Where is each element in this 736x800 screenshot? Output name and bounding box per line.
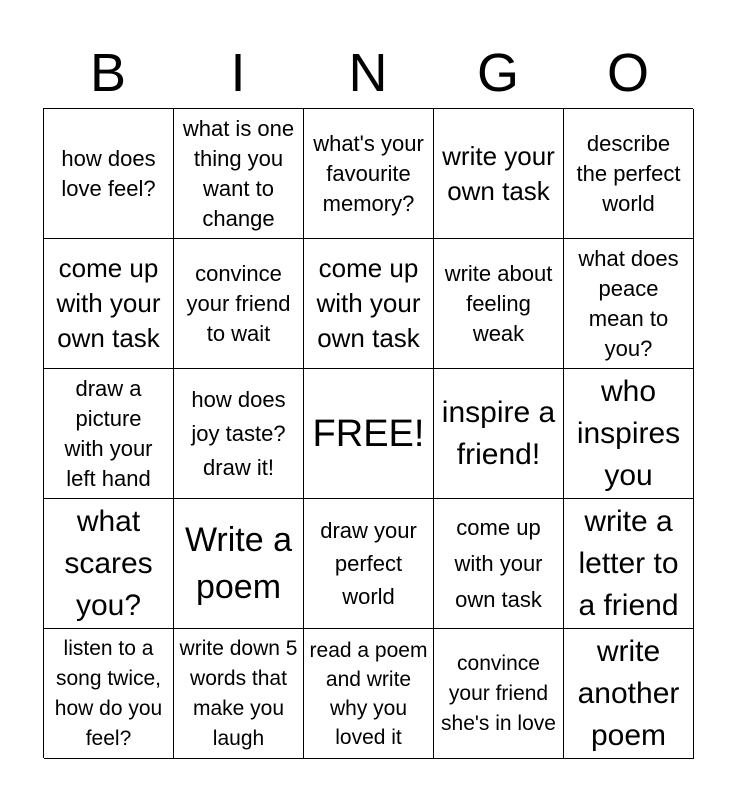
cell-text: draw a picture with your left hand	[64, 375, 153, 491]
cell-text: what is one thing you want to change	[182, 115, 295, 231]
free-space-label: FREE!	[312, 412, 425, 455]
bingo-cell[interactable]	[564, 109, 694, 239]
bingo-cell[interactable]	[434, 109, 564, 239]
cell-text: listen to a song twice, how do you feel?	[54, 636, 163, 750]
free-space[interactable]	[304, 369, 434, 499]
cell-text: write another poem	[577, 634, 680, 752]
bingo-cell[interactable]	[434, 239, 564, 369]
bingo-cell[interactable]	[174, 629, 304, 759]
bingo-cell[interactable]	[564, 239, 694, 369]
cell-text: how does joy taste? draw it!	[191, 386, 286, 480]
bingo-cell[interactable]	[434, 629, 564, 759]
bingo-header	[43, 40, 693, 106]
cell-text: come up with your own task	[316, 253, 421, 353]
bingo-cell[interactable]	[304, 499, 434, 629]
cell-text: write down 5 words that make you laugh	[179, 636, 298, 750]
bingo-cell[interactable]	[434, 369, 564, 499]
bingo-cell[interactable]	[304, 239, 434, 369]
bingo-cell[interactable]	[44, 239, 174, 369]
bingo-cell[interactable]	[564, 499, 694, 629]
bingo-cell[interactable]	[44, 369, 174, 499]
bingo-cell[interactable]	[564, 629, 694, 759]
bingo-cell[interactable]	[564, 369, 694, 499]
cell-text: what scares you?	[64, 504, 153, 622]
bingo-board	[43, 108, 693, 758]
header-letter-o: O	[606, 43, 649, 103]
cell-text: describe the perfect world	[576, 130, 681, 216]
cell-text: who inspires you	[576, 374, 681, 492]
bingo-cell[interactable]	[174, 499, 304, 629]
header-letter-g: G	[476, 43, 519, 103]
cell-text: convince your friend to wait	[186, 260, 291, 346]
cell-text: write about feeling weak	[444, 260, 553, 346]
cell-text: write your own task	[442, 140, 555, 206]
cell-text: convince your friend she's in love	[441, 651, 556, 735]
cell-text: read a poem and write why you loved it	[309, 638, 428, 749]
bingo-cell[interactable]	[174, 369, 304, 499]
bingo-cell[interactable]	[174, 239, 304, 369]
header-letter-i: I	[230, 43, 246, 103]
cell-text: Write a poem	[184, 520, 293, 606]
bingo-cell[interactable]	[44, 629, 174, 759]
cell-text: what's your favourite memory?	[313, 130, 424, 216]
bingo-cell[interactable]	[44, 109, 174, 239]
bingo-cell[interactable]	[304, 109, 434, 239]
bingo-cell[interactable]	[174, 109, 304, 239]
cell-text: how does love feel?	[61, 145, 156, 201]
cell-text: what does peace mean to you?	[578, 245, 679, 361]
header-letter-n: N	[348, 43, 388, 103]
cell-text: draw your perfect world	[320, 518, 417, 609]
cell-text: come up with your own task	[56, 253, 161, 353]
cell-text: inspire a friend!	[441, 395, 556, 471]
cell-text: write a letter to a friend	[578, 504, 679, 622]
header-letter-b: B	[89, 43, 127, 103]
bingo-cell[interactable]	[304, 629, 434, 759]
bingo-cell[interactable]	[44, 499, 174, 629]
cell-text: come up with your own task	[454, 514, 543, 612]
bingo-cell[interactable]	[434, 499, 564, 629]
